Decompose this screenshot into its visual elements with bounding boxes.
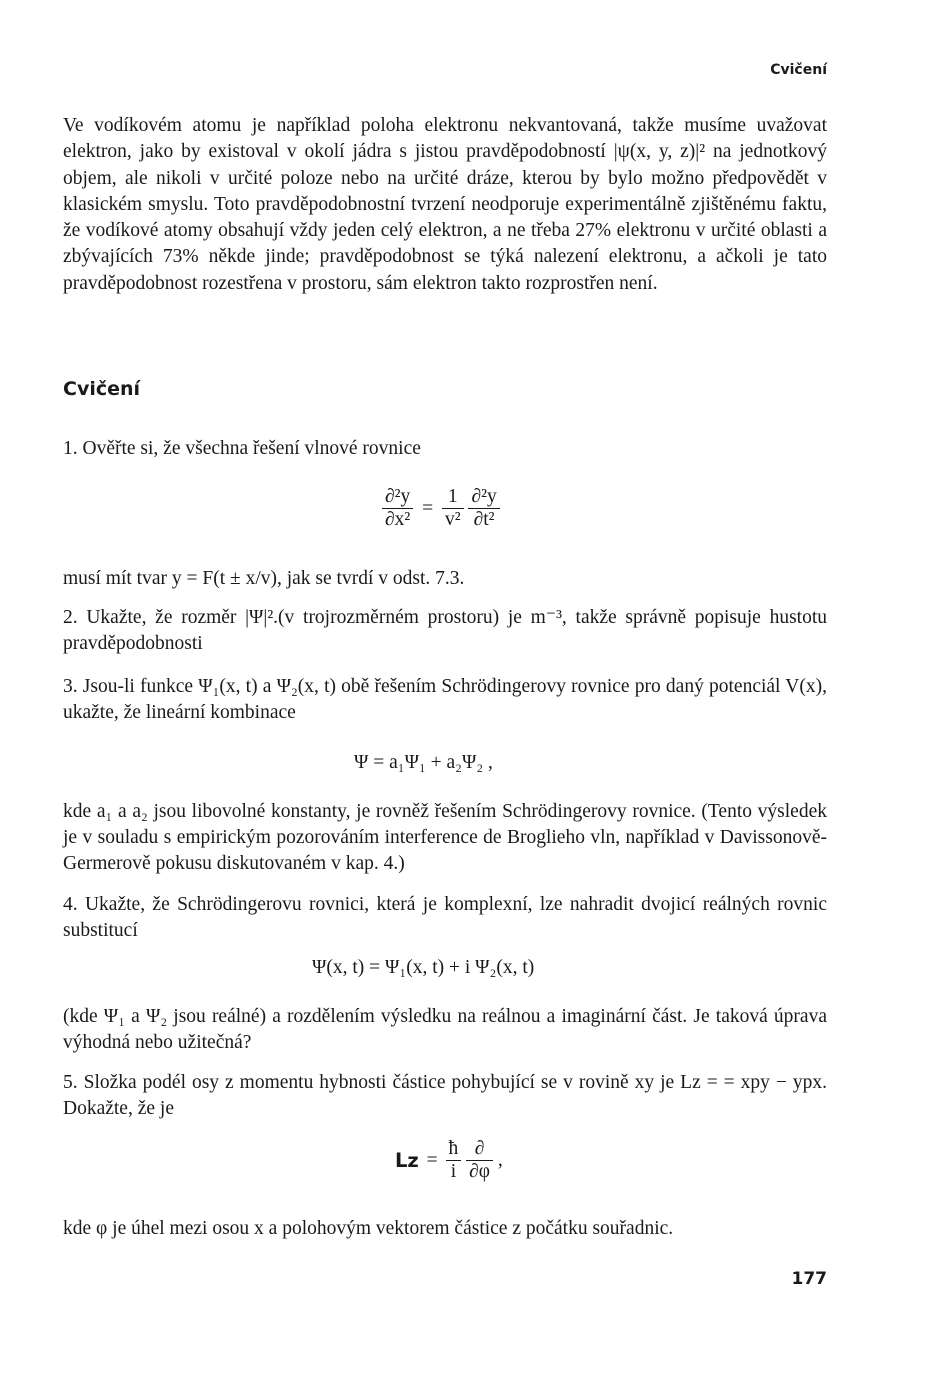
comma: , — [497, 1149, 503, 1171]
equals-sign: = — [426, 1149, 438, 1171]
exercise-1-equation — [382, 486, 500, 531]
intro-paragraph: Ve vodíkovém atomu je například poloha elektronu nekvantovaná, takže musíme uvažovat elektron, jako by existoval v okolí jádra s jistou pravděpodobností |ψ(x, y, z)|² na jednotkový objem, ale nikoli v určité poloze nebo na určité dráze, kterou by bylo možno předpovědět v klasickém smyslu. Toto pravděpodobnostní tvrzení neodporuje experimentálně zjištěnému faktu, že vodíkové atomy obsahují vždy jeden celý elektron, a ne třeba 27% elektronu v určité oblasti a zbývajících 73% někde jinde; pravděpodobnost se týká nalezení elektronu, a ačkoli je tato pravděpodobnost rozestřena v prostoru, sám elektron takto rozprostřen není. — [63, 115, 827, 294]
exercise-5-text: 5. Složka podél osy z momentu hybnosti částice pohybující se v rovině xy je Lz = = xpy − ypx. Dokažte, že je — [63, 1072, 827, 1119]
numerator: ∂²y — [382, 486, 413, 509]
numerator: 1 — [442, 486, 464, 509]
operator-symbol: Lz — [395, 1149, 419, 1172]
running-header: Cvičení — [770, 62, 827, 78]
section-heading: Cvičení — [63, 378, 141, 400]
denominator: ∂t² — [473, 509, 495, 530]
fraction — [382, 486, 413, 531]
denominator: i — [450, 1161, 457, 1182]
fraction — [468, 486, 499, 531]
numerator: ħ — [446, 1138, 462, 1161]
numerator: ∂²y — [468, 486, 499, 509]
exercise-3-text: 3. Jsou-li funkce Ψ₁(x, t) a Ψ₂(x, t) obě řešením Schrödingerovy rovnice pro daný potenciál V(x), ukažte, že lineární kombinace — [63, 676, 827, 723]
exercise-5-equation — [395, 1138, 503, 1183]
exercise-4-equation: Ψ(x, t) = Ψ₁(x, t) + i Ψ₂(x, t) — [312, 957, 535, 978]
denominator: v² — [444, 509, 461, 530]
exercise-1-text: 1. Ověřte si, že všechna řešení vlnové rovnice — [63, 438, 421, 459]
exercise-4-text: 4. Ukažte, že Schrödingerovu rovnici, která je komplexní, lze nahradit dvojicí reálných rovnic substitucí — [63, 894, 827, 941]
exercise-5-after: kde φ je úhel mezi osou x a polohovým vektorem částice z počátku souřadnic. — [63, 1218, 674, 1239]
exercise-3-equation: Ψ = a₁Ψ₁ + a₂Ψ₂ , — [354, 752, 493, 773]
exercise-3-after: kde a₁ a a₂ jsou libovolné konstanty, je rovněž řešením Schrödingerovy rovnice. (Tento výsledek je v souladu s empirickým pozorováním interference de Broglieho vln, například v Davissonově-Germerově pokusu diskutovaném v kap. 4.) — [63, 801, 827, 874]
exercise-1-after: musí mít tvar y = F(t ± x/v), jak se tvrdí v odst. 7.3. — [63, 568, 465, 589]
denominator: ∂x² — [385, 509, 411, 530]
numerator: ∂ — [466, 1138, 493, 1161]
exercise-2-text: 2. Ukažte, že rozměr |Ψ|².(v trojrozměrném prostoru) je m⁻³, takže správně popisuje hustotu pravděpodobnosti — [63, 607, 827, 654]
fraction — [442, 486, 464, 531]
equals-sign: = — [422, 497, 434, 519]
denominator: ∂φ — [469, 1161, 491, 1182]
fraction — [446, 1138, 462, 1183]
fraction — [466, 1138, 493, 1183]
page-number: 177 — [791, 1269, 827, 1289]
exercise-4-after: (kde Ψ₁ a Ψ₂ jsou reálné) a rozdělením výsledku na reálnou a imaginární část. Je taková úprava výhodná nebo užitečná? — [63, 1006, 827, 1053]
